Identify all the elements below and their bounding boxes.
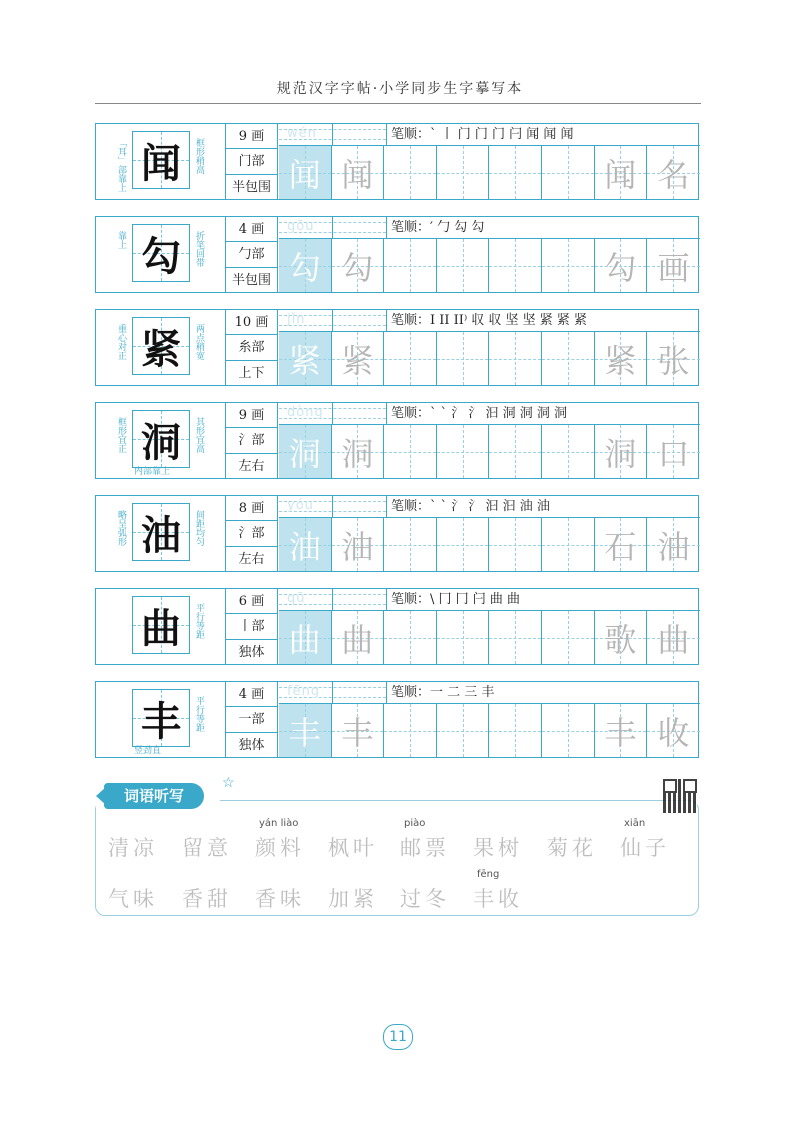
char-main-cell xyxy=(96,124,226,199)
practice-cell[interactable] xyxy=(489,239,542,292)
practice-char: 紧 xyxy=(288,341,321,380)
practice-char xyxy=(489,611,541,664)
practice-cell[interactable] xyxy=(279,332,332,385)
radical: 丨部 xyxy=(226,614,277,639)
practice-char: 收 xyxy=(657,713,690,752)
practice-char: 名 xyxy=(657,155,690,194)
practice-cell[interactable] xyxy=(542,239,595,292)
pinyin-trace: wén xyxy=(287,126,317,141)
practice-char xyxy=(542,704,594,757)
char-info xyxy=(226,496,278,571)
structure: 上下 xyxy=(238,365,265,381)
char-info xyxy=(226,310,278,385)
practice-grid xyxy=(279,425,700,478)
practice-char xyxy=(542,425,594,478)
stroke-count: 10 画 xyxy=(226,310,277,335)
stroke-order: 笔顺：一 二 三 丰 xyxy=(386,682,700,704)
dictation-pinyin-hint: xiān xyxy=(624,818,646,829)
practice-cell[interactable] xyxy=(542,332,595,385)
character-row xyxy=(95,588,699,665)
char-info xyxy=(226,217,278,292)
dictation-word: 枫叶 xyxy=(328,836,378,860)
practice-char xyxy=(384,518,436,571)
practice-char: 丰 xyxy=(341,713,374,752)
practice-char: 洞 xyxy=(288,434,321,473)
practice-cell[interactable] xyxy=(489,611,542,664)
practice-char xyxy=(437,239,489,292)
practice-grid xyxy=(279,518,700,571)
practice-cell[interactable] xyxy=(647,425,700,478)
pinyin-trace: dòng xyxy=(287,405,324,420)
char-main-cell xyxy=(96,589,226,664)
dictation-title-block xyxy=(96,783,220,809)
practice-cell[interactable] xyxy=(595,704,648,757)
page-header: 规范汉字字帖·小学同步生字摹写本 xyxy=(276,81,524,97)
pinyin-cell xyxy=(279,310,386,332)
practice-cell[interactable] xyxy=(332,425,385,478)
practice-char: 闻 xyxy=(604,155,637,194)
dictation-word: 香味 xyxy=(255,887,305,911)
practice-grid xyxy=(279,146,700,199)
practice-char xyxy=(542,146,594,199)
dictation-word: 气味 xyxy=(108,887,158,911)
practice-char: 闻 xyxy=(341,155,374,194)
dictation-word: 果树 xyxy=(473,836,523,860)
practice-cell[interactable] xyxy=(279,611,332,664)
pinyin-trace: yóu xyxy=(287,498,314,513)
practice-cell[interactable] xyxy=(384,611,437,664)
practice-cell[interactable] xyxy=(489,518,542,571)
writing-tip-right: 平行等距 xyxy=(194,696,204,732)
practice-cell[interactable] xyxy=(332,611,385,664)
dictation-word: 丰收 xyxy=(473,887,523,911)
writing-tip-right: 平行等距 xyxy=(194,603,204,639)
practice-cell[interactable] xyxy=(437,332,490,385)
practice-cell[interactable] xyxy=(279,518,332,571)
practice-char xyxy=(542,518,594,571)
practice-cell[interactable] xyxy=(437,704,490,757)
writing-tip-bottom: 竖劲直 xyxy=(134,746,162,756)
practice-cell[interactable] xyxy=(384,425,437,478)
structure: 半包围 xyxy=(231,272,271,288)
writing-tip-right: 两点稍宽 xyxy=(194,324,204,360)
stroke-count: 4 画 xyxy=(226,682,277,707)
char-main-cell xyxy=(96,682,226,757)
writing-tip-left: 略呈弧形 xyxy=(116,510,126,546)
practice-cell[interactable] xyxy=(542,518,595,571)
stroke-order: 笔顺：` 丨 门 门 门 闩 闻 闻 闻 xyxy=(386,124,700,146)
stroke-order: 笔顺：I II II⁾ 収 収 坚 坚 紧 紧 紧 xyxy=(386,310,700,332)
model-char-box xyxy=(132,596,190,654)
structure: 半包围 xyxy=(231,179,271,195)
practice-cell[interactable] xyxy=(595,611,648,664)
model-char: 勾 xyxy=(141,232,181,280)
practice-cell[interactable] xyxy=(647,239,700,292)
dictation-word: 留意 xyxy=(182,836,232,860)
practice-char xyxy=(437,146,489,199)
stroke-count: 4 画 xyxy=(226,217,277,242)
practice-cell[interactable] xyxy=(437,611,490,664)
pinyin-cell xyxy=(279,589,386,611)
dictation-title: 词语听写 xyxy=(104,783,204,809)
practice-char xyxy=(384,704,436,757)
practice-cell[interactable] xyxy=(542,425,595,478)
practice-char xyxy=(437,704,489,757)
practice-grid xyxy=(279,611,700,664)
practice-char: 口 xyxy=(657,434,690,473)
writing-tip-left: 框形宜正 xyxy=(116,417,126,453)
model-char-box xyxy=(132,224,190,282)
char-info xyxy=(226,403,278,478)
practice-char xyxy=(384,425,436,478)
model-char-box xyxy=(132,689,190,747)
practice-char xyxy=(489,146,541,199)
practice-cell[interactable] xyxy=(647,146,700,199)
model-char: 闻 xyxy=(141,139,181,187)
pinyin-trace: fēng xyxy=(287,684,321,699)
practice-cell[interactable] xyxy=(332,239,385,292)
radical: 门部 xyxy=(226,149,277,174)
writing-tip-right: 框形稍高 xyxy=(194,138,204,174)
practice-char: 丰 xyxy=(604,713,637,752)
practice-char xyxy=(489,239,541,292)
pinyin-trace: jǐn xyxy=(287,312,306,327)
practice-char: 曲 xyxy=(288,620,321,659)
model-char: 丰 xyxy=(141,697,181,745)
practice-char: 洞 xyxy=(341,434,374,473)
page-number: 11 xyxy=(383,1024,413,1050)
practice-char xyxy=(542,239,594,292)
practice-cell[interactable] xyxy=(279,239,332,292)
model-char-box xyxy=(132,410,190,468)
practice-char: 闻 xyxy=(288,155,321,194)
practice-cell[interactable] xyxy=(437,425,490,478)
pinyin-cell xyxy=(279,403,386,425)
char-main-cell xyxy=(96,310,226,385)
practice-char: 勾 xyxy=(341,248,374,287)
dictation-word: 邮票 xyxy=(400,836,450,860)
practice-char: 画 xyxy=(657,248,690,287)
character-row xyxy=(95,495,699,572)
writing-tip-left: 重心对正 xyxy=(116,324,126,360)
model-char: 紧 xyxy=(141,325,181,373)
practice-char xyxy=(489,518,541,571)
writing-tip-bottom: 内部靠上 xyxy=(134,467,171,477)
model-char: 曲 xyxy=(141,604,181,652)
practice-char: 石 xyxy=(604,527,637,566)
practice-grid xyxy=(279,239,700,292)
character-row xyxy=(95,402,699,479)
practice-cell[interactable] xyxy=(384,704,437,757)
dictation-word: 过冬 xyxy=(400,887,450,911)
model-char-box xyxy=(132,503,190,561)
practice-cell[interactable] xyxy=(489,332,542,385)
practice-cell[interactable] xyxy=(647,611,700,664)
practice-char xyxy=(489,332,541,385)
pinyin-cell xyxy=(279,496,386,518)
dictation-word: 加紧 xyxy=(328,887,378,911)
dictation-word: 仙子 xyxy=(620,836,670,860)
practice-cell[interactable] xyxy=(384,239,437,292)
practice-cell[interactable] xyxy=(332,518,385,571)
practice-cell[interactable] xyxy=(595,332,648,385)
structure: 左右 xyxy=(238,458,265,474)
practice-char xyxy=(437,425,489,478)
radical: 糸部 xyxy=(226,335,277,360)
practice-cell[interactable] xyxy=(489,146,542,199)
practice-char: 洞 xyxy=(604,434,637,473)
practice-cell[interactable] xyxy=(384,146,437,199)
stroke-count: 6 画 xyxy=(226,589,277,614)
character-row xyxy=(95,123,699,200)
practice-char xyxy=(542,611,594,664)
practice-char: 勾 xyxy=(604,248,637,287)
practice-cell[interactable] xyxy=(437,146,490,199)
character-row xyxy=(95,681,699,758)
stroke-order: 笔顺：` ˋ 氵 氵 汩 汩 油 油 xyxy=(386,496,700,518)
practice-cell[interactable] xyxy=(437,239,490,292)
practice-char xyxy=(489,425,541,478)
dictation-word: 清凉 xyxy=(108,836,158,860)
practice-char xyxy=(489,704,541,757)
practice-cell[interactable] xyxy=(542,611,595,664)
practice-cell[interactable] xyxy=(595,239,648,292)
char-info xyxy=(226,682,278,757)
model-char-box xyxy=(132,317,190,375)
practice-char xyxy=(384,239,436,292)
pinyin-cell xyxy=(279,217,386,239)
pinyin-trace: gōu xyxy=(287,219,315,234)
practice-char: 油 xyxy=(288,527,321,566)
practice-char: 紧 xyxy=(341,341,374,380)
practice-cell[interactable] xyxy=(384,518,437,571)
practice-char: 曲 xyxy=(341,620,374,659)
stroke-order: 笔顺：` ˋ 氵 氵 汩 洞 洞 洞 洞 xyxy=(386,403,700,425)
practice-cell[interactable] xyxy=(384,332,437,385)
char-info xyxy=(226,124,278,199)
practice-char xyxy=(437,518,489,571)
header-divider xyxy=(95,103,701,104)
practice-cell[interactable] xyxy=(595,518,648,571)
writing-tip-left: 靠上 xyxy=(116,231,126,249)
dictation-word: 菊花 xyxy=(547,836,597,860)
practice-cell[interactable] xyxy=(489,425,542,478)
practice-char: 勾 xyxy=(288,248,321,287)
practice-char xyxy=(437,332,489,385)
writing-tip-left: 「耳」部靠上 xyxy=(116,138,126,192)
practice-cell[interactable] xyxy=(332,704,385,757)
pinyin-cell xyxy=(279,124,386,146)
char-main-cell xyxy=(96,217,226,292)
pinyin-trace: qū xyxy=(287,591,306,606)
structure: 左右 xyxy=(238,551,265,567)
practice-cell[interactable] xyxy=(542,704,595,757)
practice-grid xyxy=(279,332,700,385)
practice-cell[interactable] xyxy=(279,146,332,199)
stroke-count: 8 画 xyxy=(226,496,277,521)
stroke-count: 9 画 xyxy=(226,403,277,428)
practice-cell[interactable] xyxy=(279,425,332,478)
practice-cell[interactable] xyxy=(595,146,648,199)
practice-char: 丰 xyxy=(288,713,321,752)
radical: 氵部 xyxy=(226,521,277,546)
practice-cell[interactable] xyxy=(647,332,700,385)
practice-char: 张 xyxy=(657,341,690,380)
practice-char: 油 xyxy=(657,527,690,566)
dictation-pinyin-hint: piào xyxy=(404,818,426,829)
practice-cell[interactable] xyxy=(647,518,700,571)
stroke-count: 9 画 xyxy=(226,124,277,149)
dictation-pinyin-hint: yán liào xyxy=(259,818,299,829)
stroke-order: 笔顺：\ 冂 冂 闩 曲 曲 xyxy=(386,589,700,611)
radical: 勹部 xyxy=(226,242,277,267)
practice-char xyxy=(384,146,436,199)
star-icon: ☆ xyxy=(222,775,235,791)
practice-cell[interactable] xyxy=(542,146,595,199)
practice-cell[interactable] xyxy=(489,704,542,757)
model-char-box xyxy=(132,131,190,189)
practice-char xyxy=(437,611,489,664)
character-row xyxy=(95,216,699,293)
char-main-cell xyxy=(96,496,226,571)
dictation-word: 颜料 xyxy=(255,836,305,860)
model-char: 油 xyxy=(141,511,181,559)
writing-tip-right: 其形宜高 xyxy=(194,417,204,453)
practice-char: 歌 xyxy=(604,620,637,659)
character-row xyxy=(95,309,699,386)
practice-cell[interactable] xyxy=(595,425,648,478)
writing-tip-right: 间距均匀 xyxy=(194,510,204,546)
practice-char xyxy=(384,332,436,385)
model-char: 洞 xyxy=(141,418,181,466)
char-info xyxy=(226,589,278,664)
writing-tip-right: 折笔回带 xyxy=(194,231,204,267)
practice-cell[interactable] xyxy=(332,146,385,199)
practice-cell[interactable] xyxy=(437,518,490,571)
structure: 独体 xyxy=(238,644,265,660)
qr-code-icon[interactable] xyxy=(663,779,697,813)
practice-char: 曲 xyxy=(657,620,690,659)
practice-grid xyxy=(279,704,700,757)
practice-cell[interactable] xyxy=(279,704,332,757)
practice-cell[interactable] xyxy=(332,332,385,385)
practice-cell[interactable] xyxy=(647,704,700,757)
char-main-cell xyxy=(96,403,226,478)
practice-char: 紧 xyxy=(604,341,637,380)
dictation-word: 香甜 xyxy=(182,887,232,911)
stroke-order: 笔顺：′ 勹 勾 勾 xyxy=(386,217,700,239)
radical: 氵部 xyxy=(226,428,277,453)
practice-char xyxy=(542,332,594,385)
radical: 一部 xyxy=(226,707,277,732)
pinyin-cell xyxy=(279,682,386,704)
practice-char: 油 xyxy=(341,527,374,566)
dictation-pinyin-hint: fēng xyxy=(477,869,500,880)
practice-char xyxy=(384,611,436,664)
structure: 独体 xyxy=(238,737,265,753)
